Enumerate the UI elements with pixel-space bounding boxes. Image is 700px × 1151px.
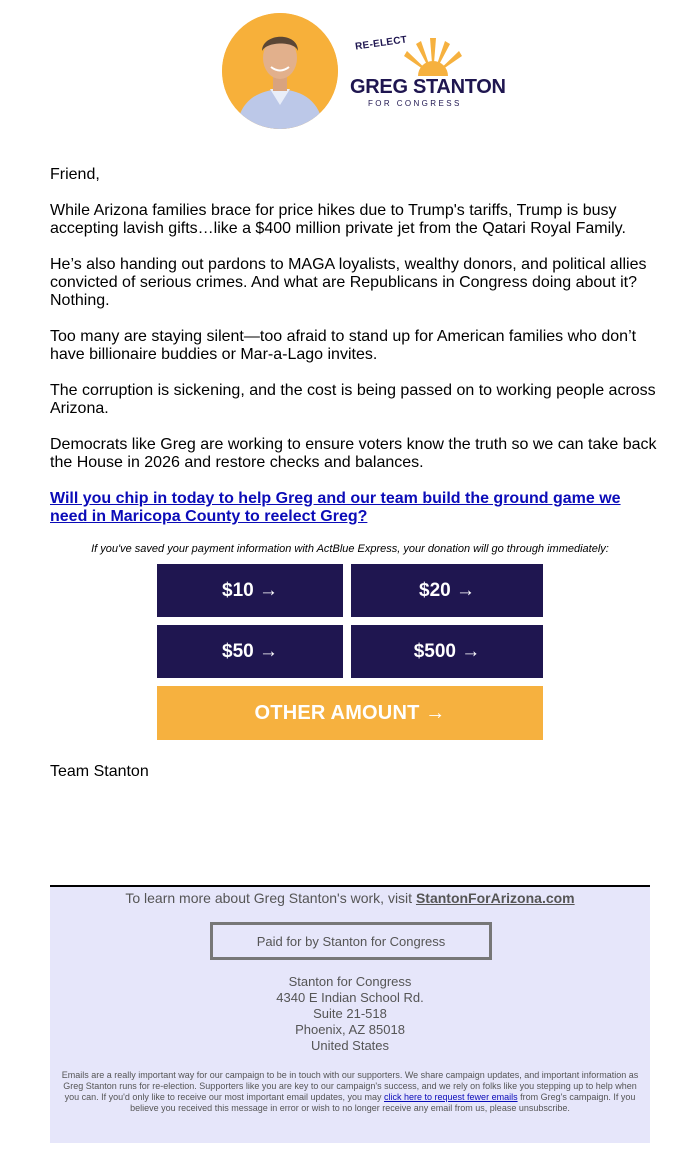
website-link[interactable]: StantonForArizona.com bbox=[415, 890, 575, 906]
address-line: Suite 21-518 bbox=[313, 1006, 387, 1021]
paragraph-1: While Arizona families brace for price hikes due to Trump's tariffs, Trump is busy accepting lavish gifts…like a $400 million private jet from the Qatari Royal Family. bbox=[50, 202, 626, 237]
logo-subtitle-text: FOR CONGRESS bbox=[368, 99, 462, 108]
address-line: United States bbox=[310, 1038, 390, 1053]
mailing-address bbox=[50, 974, 650, 1054]
paragraph-5: Democrats like Greg are working to ensure voters know the truth so we can take back the House in 2026 and restore checks and balances. bbox=[50, 436, 657, 471]
donate-500-button[interactable]: $500 → bbox=[351, 625, 543, 678]
paragraph-4: The corruption is sickening, and the cost is being passed on to working people across Arizona. bbox=[50, 382, 656, 417]
donate-20-button[interactable]: $20 → bbox=[351, 564, 543, 617]
candidate-photo bbox=[222, 13, 338, 129]
paid-for-disclaimer: Paid for by Stanton for Congress bbox=[210, 922, 492, 960]
logo-reelect-text: RE-ELECT bbox=[354, 34, 408, 53]
campaign-logo bbox=[348, 28, 506, 118]
address-line: 4340 E Indian School Rd. bbox=[276, 990, 424, 1005]
donate-10-button[interactable]: $10 → bbox=[157, 564, 343, 617]
footer-learn-text: To learn more about Greg Stanton's work, visit bbox=[125, 890, 413, 906]
fine-print-text-end: from Greg's campaign. If you believe you received this message in error or wish to no longer receive any email from us, please unsubscribe. bbox=[130, 1092, 636, 1113]
donate-50-button[interactable]: $50 → bbox=[157, 625, 343, 678]
actblue-express-note: If you've saved your payment information with ActBlue Express, your donation will go through immediately: bbox=[91, 543, 609, 555]
donate-other-amount-button[interactable]: OTHER AMOUNT → bbox=[157, 686, 543, 740]
signoff: Team Stanton bbox=[50, 763, 149, 780]
email-body bbox=[50, 166, 660, 544]
sun-icon bbox=[398, 28, 468, 78]
paragraph-2: He’s also handing out pardons to MAGA loyalists, wealthy donors, and political allies convicted of serious crimes. And what are Republicans in Congress doing about it? Nothing. bbox=[50, 256, 647, 309]
fewer-emails-link[interactable]: click here to request fewer emails bbox=[384, 1092, 518, 1102]
logo-name-text: GREG STANTON bbox=[350, 76, 506, 98]
address-line: Stanton for Congress bbox=[288, 974, 412, 989]
footer-learn-more bbox=[50, 890, 650, 906]
greeting: Friend, bbox=[50, 166, 100, 183]
email-fine-print bbox=[60, 1070, 640, 1114]
email-header bbox=[0, 0, 700, 140]
donate-cta-link[interactable]: Will you chip in today to help Greg and our team build the ground game we need in Maricopa County to reelect Greg? bbox=[50, 490, 621, 525]
email-footer bbox=[50, 885, 650, 1143]
paragraph-3: Too many are staying silent—too afraid to stand up for American families who don’t have billionaire buddies or Mar-a-Lago invites. bbox=[50, 328, 637, 363]
address-line: Phoenix, AZ 85018 bbox=[295, 1022, 405, 1037]
fine-print-text: Emails are a really important way for our campaign to be in touch with our supporters. We share campaign updates, and important information as Greg Stanton runs for re-election. Supporters like you are key to our campaign's success, and we rely on folks like you stepping up to help when you can. If you'd only like to receive our most important email updates, you may bbox=[61, 1070, 639, 1102]
